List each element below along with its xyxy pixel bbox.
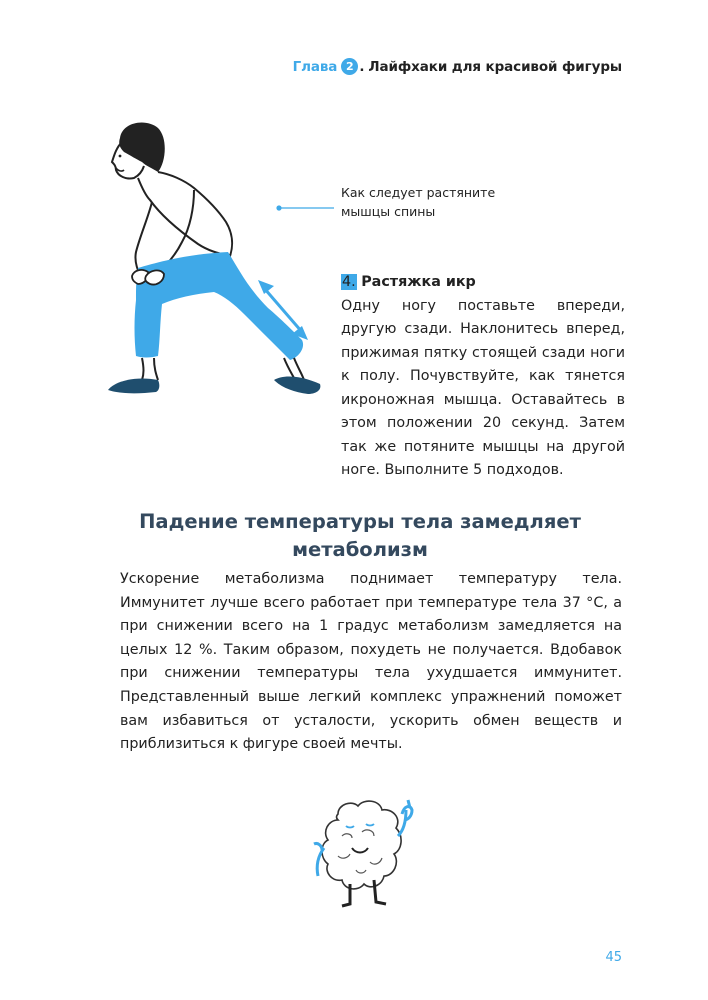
section-body (120, 568, 622, 757)
illustration-caption (341, 183, 541, 221)
caption-line-2: мышцы спины (341, 204, 436, 219)
brain-mascot-illustration (308, 796, 418, 916)
exercise-number: 4. (342, 274, 356, 290)
calf-stretch-illustration (98, 118, 330, 402)
figure-shoe-front (108, 378, 159, 393)
exercise-text: Одну ногу поставьте впереди, другую сзади. Наклонитесь вперед, прижимая пятку стоящей сзади ноги к полу. Почувствуйте, как тянется икроножная мышца. Оставайтесь в этом положении 20 секунд. Затем так же потяните мышцы на другой ноге. Выполните 5 подходов. (341, 297, 625, 478)
exercise-heading (341, 271, 625, 295)
chapter-title: Лайфхаки для красивой фигуры (368, 58, 622, 75)
section-heading: Падение температуры тела замедляет метаболизм (139, 510, 581, 561)
exercise-block (341, 271, 625, 483)
section-paragraph: Ускорение метаболизма поднимает температуру тела. Иммунитет лучше всего работает при температуре тела 37 °С, а при снижении всего на 1 градус метаболизм замедляется на целых 12 %. Таким образом, похудеть не получается. Вдобавок при снижении температуры тела ухудшается иммунитет. Представленный выше легкий комплекс упражнений поможет вам избавиться от усталости, ускорить обмен веществ и приблизиться к фигуре своей мечты. (120, 571, 622, 753)
figure-hair (119, 123, 165, 172)
caption-pointer-line (276, 205, 336, 211)
exercise-title: Растяжка икр (361, 274, 476, 290)
figure-hand-front (145, 270, 164, 284)
running-header (293, 58, 622, 75)
header-separator: . (359, 58, 365, 75)
caption-line-1: Как следует растяните (341, 185, 496, 200)
chapter-label: Глава (292, 58, 338, 75)
mascot-body (322, 801, 401, 889)
figure-shoe-back (274, 377, 320, 394)
chapter-number-badge: 2 (341, 58, 358, 75)
page-number: 45 (605, 950, 622, 965)
figure-torso (138, 172, 232, 256)
mascot-arm-left (317, 848, 324, 876)
